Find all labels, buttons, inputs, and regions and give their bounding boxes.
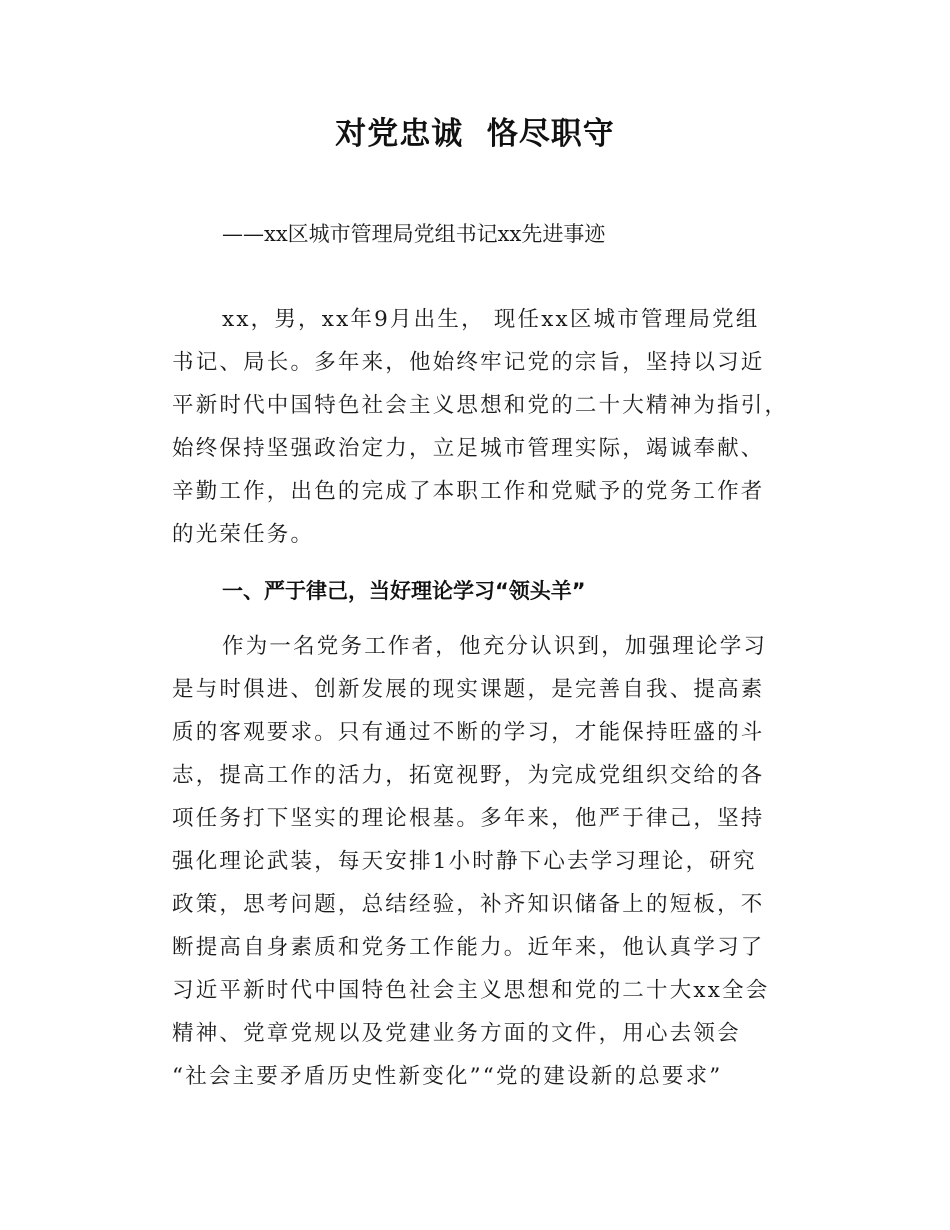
paragraph-line: 书记、局长。多年来，他始终牢记党的宗旨，坚持以习近 <box>172 350 765 375</box>
paragraph-line: 项任务打下坚实的理论根基。多年来，他严于律己，坚持 <box>172 806 765 831</box>
paragraph-line: 习近平新时代中国特色社会主义思想和党的二十大xx全会 <box>172 978 770 1003</box>
intro-paragraph <box>172 298 812 556</box>
paragraph-line: 志，提高工作的活力，拓宽视野，为完成党组织交给的各 <box>172 763 765 788</box>
paragraph-line: 的光荣任务。 <box>172 522 315 547</box>
paragraph-line: xx，男，xx年9月出生， 现任xx区城市管理局党组 <box>222 307 760 332</box>
paragraph-line: 质的客观要求。只有通过不断的学习，才能保持旺盛的斗 <box>172 720 765 745</box>
document-subtitle: ——xx区城市管理局党组书记xx先进事迹 <box>222 222 606 246</box>
paragraph-line: 是与时俱进、创新发展的现实课题，是完善自我、提高素 <box>172 677 765 702</box>
paragraph-line: 精神、党章党规以及党建业务方面的文件，用心去领会 <box>172 1021 741 1046</box>
section1-paragraph <box>172 625 812 1098</box>
paragraph-line: 平新时代中国特色社会主义思想和党的二十大精神为指引， <box>172 393 789 418</box>
paragraph-line: 作为一名党务工作者，他充分认识到，加强理论学习 <box>222 634 768 659</box>
paragraph-line: 始终保持坚强政治定力，立足城市管理实际，竭诚奉献、 <box>172 436 765 461</box>
paragraph-line: 断提高自身素质和党务工作能力。近年来，他认真学习了 <box>172 935 765 960</box>
paragraph-line: “社会主要矛盾历史性新变化”“党的建设新的总要求” <box>172 1064 723 1089</box>
paragraph-line: 强化理论武装，每天安排1小时静下心去学习理论，研究 <box>172 849 757 874</box>
section-heading: 一、严于律己，当好理论学习“领头羊” <box>222 579 586 603</box>
document-title: 对党忠诚 恪尽职守 <box>335 116 615 152</box>
paragraph-line: 政策，思考问题，总结经验，补齐知识储备上的短板，不 <box>172 892 765 917</box>
paragraph-line: 辛勤工作，出色的完成了本职工作和党赋予的党务工作者 <box>172 479 765 504</box>
